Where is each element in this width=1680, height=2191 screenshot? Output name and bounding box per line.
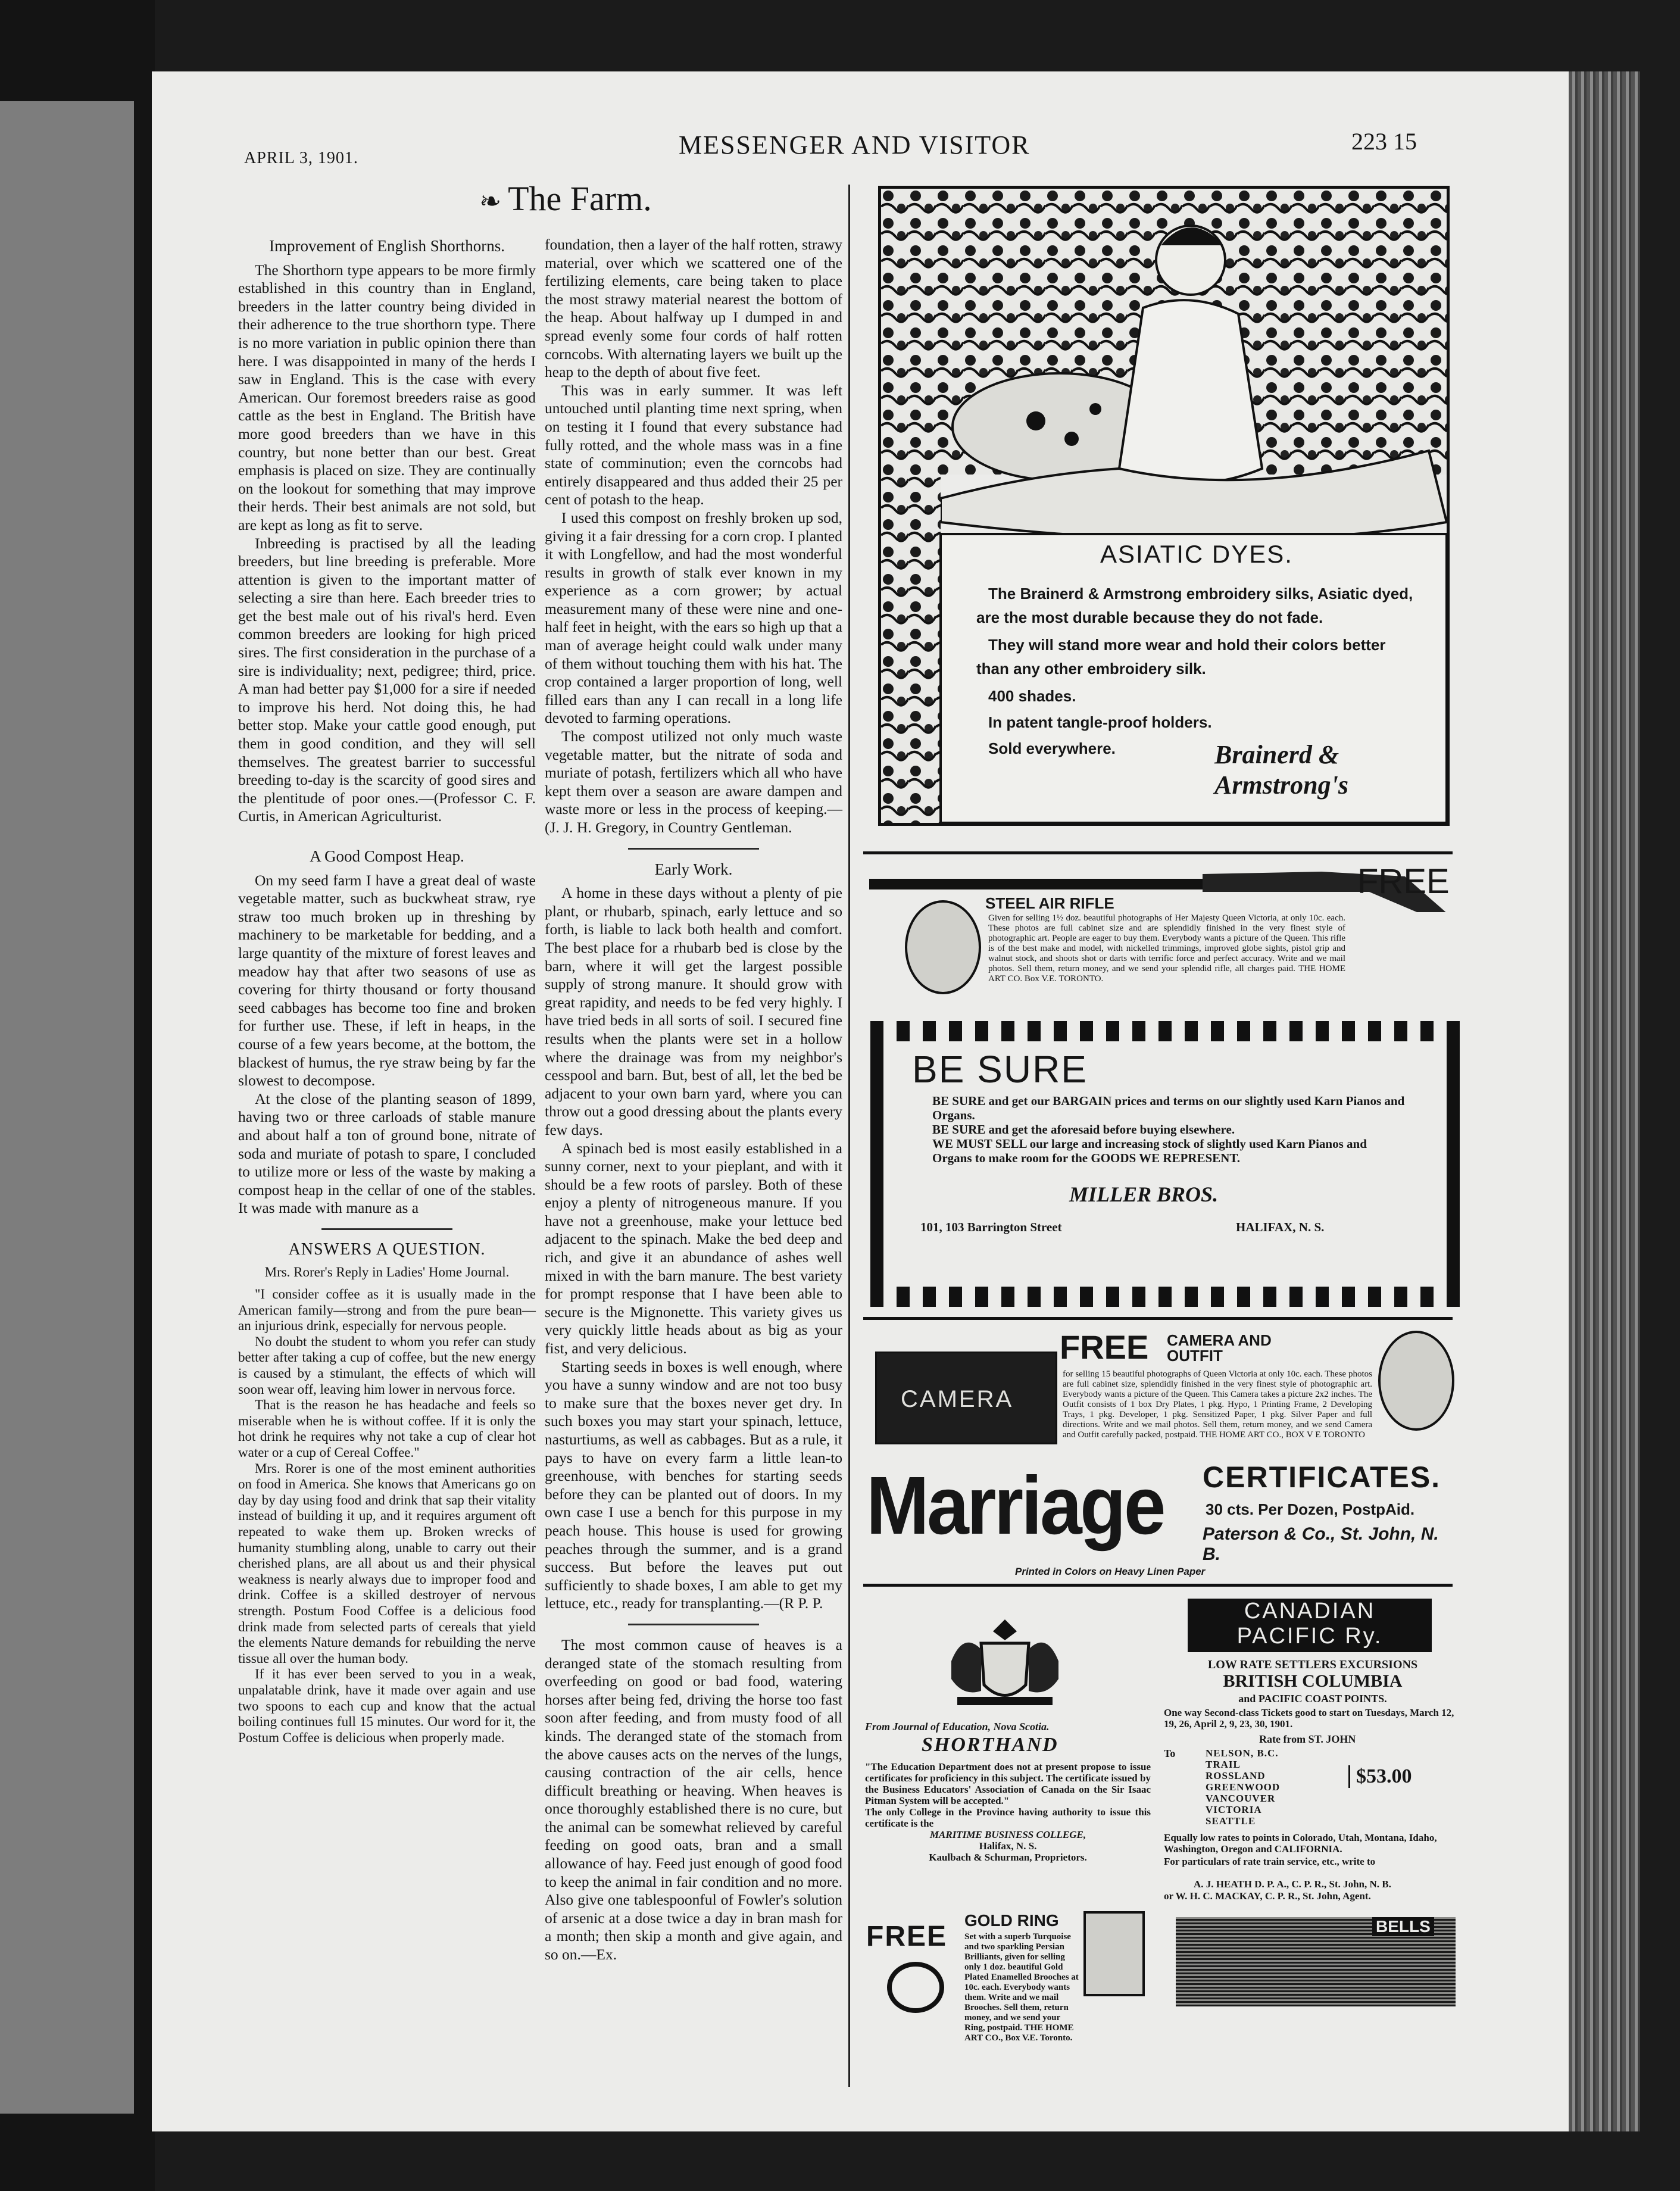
ring-icon: [887, 1962, 944, 2013]
queen-portrait-icon: [1378, 1331, 1454, 1431]
paragraph: I used this compost on freshly broken up sod, giving it a fair dressing for a corn crop. I planted it with Longfellow, and had the most wonderful results in growth of stalk ever known in my experience as a corn grower; by actual measurement many of these were nine and one-half feet in height, with the ears so high up that a man of average height could walk under many of them without touching them with his hat. The crop contained a larger proportion of long, well filled ears than any I can recall in a long life devoted to farming operations.: [545, 508, 842, 727]
ad-gold-ring: [863, 1908, 1155, 2069]
ad-besure-company: MILLER BROS.: [1069, 1182, 1219, 1206]
ad-camera-title: CAMERA AND OUTFIT: [1167, 1331, 1272, 1365]
header-title: MESSENGER AND VISITOR: [679, 130, 1031, 160]
ad-marriage-word: Marriage: [866, 1460, 1164, 1552]
article-title-answers: ANSWERS A QUESTION.: [288, 1240, 486, 1259]
cpr-line6: For particulars of rate train service, etc., write to: [1164, 1856, 1376, 1867]
column-rule-2: [848, 185, 850, 2087]
cpr-line2: BRITISH COLUMBIA: [1223, 1671, 1403, 1691]
cpr-destination: VICTORIA: [1206, 1804, 1262, 1815]
ad-steel-air-rifle: [869, 864, 1459, 1001]
ad-ring-free: FREE: [866, 1921, 948, 1952]
ad-shorthand-city: Halifax, N. S.: [979, 1840, 1037, 1852]
ad-dyes-heading: ASIATIC DYES.: [1100, 540, 1293, 568]
ad-separator: [863, 1584, 1453, 1587]
cpr-logo: [1188, 1599, 1432, 1652]
ad-dyes-line: They will stand more wear and hold their colors better than any other embroidery silk.: [976, 636, 1386, 678]
ad-separator: [863, 851, 1453, 854]
section-title: [441, 179, 691, 219]
ad-shorthand-title: SHORTHAND: [922, 1734, 1058, 1756]
ad-shorthand-source: From Journal of Education, Nova Scotia.: [865, 1721, 1050, 1733]
ad-bells-title: BELLS: [1372, 1917, 1434, 1936]
article-title-compost: A Good Compost Heap.: [310, 847, 464, 865]
header-page-numbers: 223 15: [1351, 128, 1417, 155]
camera-box-icon: [875, 1352, 1057, 1444]
ad-besure-city: HALIFAX, N. S.: [1236, 1220, 1325, 1234]
cpr-destination: SEATTLE: [1206, 1815, 1256, 1827]
cpr-price: $53.00: [1348, 1765, 1412, 1788]
paragraph: This was in early summer. It was left untouched until planting time next spring, when on testing it I found that every substance had fully rotted, and the whole mass was in a fine state of comminution; even the corncobs had entirely disappeared and thus added their 25 per cent of potash to the heap.: [545, 381, 842, 508]
paragraph: No doubt the student to whom you refer can study better after taking a cup of coffee, but the new energy is caused by a stimulant, the effects of which will soon wear off, leaving him lower in nervous force.: [238, 1334, 536, 1397]
divider: [321, 1228, 452, 1230]
divider: [628, 848, 759, 850]
paragraph: A home in these days without a plenty of pie plant, or rhubarb, spinach, early lettuce and so forth, is liable to lack both health and comfort. The best place for a rhubarb bed is close by the barn, where it will get the largest possible supply of strong manure. It should grow with great rapidity, and needs to be fed very highly. I have tried beds in all sorts of soil. I secured fine results when the plants were set in a hollow where the drainage was from my neighbor's cesspool and barn. But, best of all, let the bed be adjacent to your own barn yard, where you can throw out a good dressing about the plants every few days.: [545, 884, 842, 1138]
ad-rifle-title: STEEL AIR RIFLE: [985, 894, 1114, 912]
cpr-agent1: A. J. HEATH D. P. A., C. P. R., St. John, N. B.: [1194, 1878, 1391, 1890]
cpr-destinations: [1206, 1747, 1280, 1827]
article-subtitle-answers: Mrs. Rorer's Reply in Ladies' Home Journal.: [264, 1265, 510, 1280]
cpr-line1: LOW RATE SETTLERS EXCURSIONS: [1207, 1658, 1418, 1671]
ad-dyes-line: In patent tangle-proof holders.: [988, 713, 1212, 731]
ad-separator: [863, 1317, 1453, 1320]
ad-dyes-line: 400 shades.: [988, 687, 1076, 705]
paragraph: The most common cause of heaves is a deranged state of the stomach resulting from overfeeding on good or bad food, watering horses after being fed, driving the horse too fast soon after feeding, and from musty food of all kinds. The deranged state of the stomach from the above causes acts on the nerves of the lungs, causing contraction of the air cells, hence difficult breathing or heaving. When heaves is once thoroughly established there is no cure, but the animal can be somewhat relieved by careful feeding on good oats, bran and a small allowance of hay. Feed just enough of good food to keep the animal in fair condition and no more. Also give one tablespoonful of Fowler's solution of arsenic at a dose twice a day in bran mash for a month; then skip a month and give again, and so on.—Ex.: [545, 1636, 842, 1964]
cpr-line3: and PACIFIC COAST POINTS.: [1238, 1693, 1387, 1705]
ad-camera: [869, 1328, 1459, 1459]
ad-rifle-body: Given for selling 1½ doz. beautiful photographs of Her Majesty Queen Victoria, at only 10c. each. These photos are full cabinet size and are splendidly finished in the very finest style of photographic art. People are eager to buy them. Everybody wants a picture of the Queen. This rifle is of the best make and model, with nickelled trimmings, improved globe sights, pistol grip and walnut stock, and shoots shot or darts with terrific force and perfect accuracy. Write and we mail photos. Sell them, return money, and we send your splendid rifle, all charges paid. THE HOME ART CO. Box V.E. TORONTO.: [988, 913, 1345, 984]
cpr-destination: VANCOUVER: [1206, 1793, 1276, 1804]
paragraph: That is the reason he has headache and feels so miserable when he is without coffee. If it is only the hot drink he requires why not take a cup of clear hot water or a cup of Cereal Coffee.": [238, 1397, 536, 1460]
divider: [628, 1624, 759, 1625]
cpr-destination: ROSSLAND: [1206, 1770, 1266, 1781]
ad-shorthand-body: [865, 1761, 1151, 1863]
header-date: APRIL 3, 1901.: [244, 149, 358, 167]
ad-dyes-signature: Brainerd & Armstrong's: [1214, 740, 1348, 800]
paragraph: foundation, then a layer of the half rotten, strawy material, over which we scattered one of the fertilizing elements, care being taken to place the most strawy material nearest the bottom of the heap. About halfway up I dumped in and spread evenly some four cords of half rotten corncobs. With alternating layers we built up the heap to the depth of about five feet.: [545, 236, 842, 381]
cpr-logo-line2: PACIFIC Ry.: [1236, 1624, 1383, 1649]
ad-shorthand: [862, 1602, 1154, 1899]
ad-dyes-body: [976, 582, 1417, 760]
ad-marriage-price: 30 cts. Per Dozen, PostpAid.: [1206, 1500, 1415, 1518]
ad-besure-body: [932, 1094, 1409, 1165]
ad-marriage-note: Printed in Colors on Heavy Linen Paper: [1015, 1566, 1206, 1577]
article-title-early-work: Early Work.: [654, 860, 733, 878]
article-title-shorthorns: Improvement of English Shorthorns.: [269, 237, 505, 255]
right-page-edges: [1569, 71, 1640, 2131]
cpr-destination: NELSON, B.C.: [1206, 1747, 1279, 1759]
ad-shorthand-authority: The only College in the Province having authority to issue this certificate is the: [865, 1806, 1151, 1829]
coat-of-arms-icon: [928, 1608, 1082, 1715]
queen-portrait-icon: [1083, 1911, 1145, 1996]
cpr-line4: One way Second-class Tickets good to start on Tuesdays, March 12, 19, 26, April 2, 9, 23, 30, 1901.: [1164, 1707, 1454, 1730]
ad-bells: [1176, 1917, 1456, 2006]
paragraph: "I consider coffee as it is usually made in the American family—strong and from the pure bean—an injurious drink, especially for nervous people.: [238, 1287, 536, 1334]
paragraph: Mrs. Rorer is one of the most eminent authorities on food in America. She knows that Americans go on day by day using food and drink that sap their vitality instead of building it up, and it requires argument oft repeated to wake them up. Broken wrecks of humanity stumbling along, unable to carry out their cherished plans, are all about us and their physical weakness is nearly always due to improper food and drink. Coffee is a skilled destroyer of nervous strength. Postum Food Coffee is a delicious food drink made from selected parts of cereals that yield the elements Nature demands for rebuilding the nerve tissue all over the human body.: [238, 1460, 536, 1666]
ad-camera-body: for selling 15 beautiful photographs of Queen Victoria at only 10c. each. These photos are full cabinet size, splendidly finished in the very finest style of photographic art. Everybody wants a picture of the Queen. This Camera takes a picture 2x2 inches. The Outfit consists of 1 box Dry Plates, 1 pkg. Hypo, 1 Printing Frame, 2 Developing Trays, 1 pkg. Developer, 1 pkg. Sensitized Paper, 1 pkg. Silver Paper and full directions. Write and we mail photos. Sell them, return money, and we send Camera and Outfit carefully packed, postpaid. THE HOME ART CO., BOX V E TORONTO: [1063, 1369, 1372, 1440]
ad-be-sure: [870, 1021, 1463, 1307]
ad-besure-title: BE SURE: [912, 1048, 1088, 1091]
paragraph: The Shorthorn type appears to be more firmly established in this country than in England, breeders in the latter country being divided in their adherence to the true shorthorn type. There is no more variation in public opinion there than here. I was disappointed in many of the herds I saw in England. This is the case with every American. Our foremost breeders raise as good cattle as the best in England. The British have more good breeders than we have in this country, but none better than our best. Great emphasis is placed on size. They are continually on the lookout for something that may improve their herds. Their best animals are not sold, but are kept as long as fit to serve.: [238, 261, 536, 533]
ad-besure-line: WE MUST SELL our large and increasing stock of slightly used Karn Pianos and Organs to make room for the GOODS WE REPRESENT.: [932, 1137, 1367, 1165]
ad-rifle-free: FREE: [1357, 862, 1450, 901]
paragraph: If it has ever been served to you in a weak, unpalatable drink, have it made over again and use two spoons to each cup and know that the actual boiling continues full 15 minutes. Our word for it, the Postum Coffee is delicious when properly made.: [238, 1666, 536, 1745]
ad-shorthand-proprietors: Kaulbach & Schurman, Proprietors.: [929, 1852, 1087, 1863]
ad-marriage-certificates: [866, 1453, 1462, 1584]
ad-marriage-publisher: Paterson & Co., St. John, N. B.: [1203, 1524, 1439, 1564]
ad-shorthand-quote: "The Education Department does not at present propose to issue certificates for proficiency in this subject. The certificate issued by the Business Educators' Association of Canada on the Sir Isaac Pitman System will be accepted.": [865, 1761, 1151, 1806]
cpr-line5: Equally low rates to points in Colorado, Utah, Montana, Idaho, Washington, Oregon and CALIFORNIA.: [1164, 1832, 1437, 1855]
column-2: [545, 236, 842, 1964]
queen-portrait-icon: [905, 900, 981, 994]
camera-box-label: CAMERA: [901, 1386, 1014, 1412]
ad-besure-line: BE SURE and get our BARGAIN prices and terms on our slightly used Karn Pianos and Organs.: [932, 1094, 1405, 1122]
cpr-destination: GREENWOOD: [1206, 1781, 1281, 1793]
ad-canadian-pacific: [1158, 1599, 1467, 1908]
paragraph: Inbreeding is practised by all the leading breeders, but line breeding is preferable. More attention is given to the important matter of selecting a sire than here. Each breeder tries to get the best male out of his rival's herd. Even common breeders are looking for high priced sires. The first consideration in the purchase of a sire is individuality; next, pedigree; third, price. A man had better pay $1,000 for a sire if needed to improve his herd. Not doing this, he had better stop. Make your cattle good enough, put them in good condition, and they will sell themselves. The greatest barrier to successful breeding to-day is the scarcity of good sires and the plentitude of poor ones.—(Professor C. F. Curtis, in American Agriculturist.: [238, 534, 536, 825]
ad-asiatic-dyes: [878, 186, 1450, 826]
article-body-answers: [238, 1287, 536, 1746]
ad-dyes-line: The Brainerd & Armstrong embroidery silks, Asiatic dyed, are the most durable because they do not fade.: [976, 585, 1413, 626]
cpr-rate-from: Rate from ST. JOHN: [1259, 1733, 1356, 1745]
ad-besure-line: BE SURE and get the aforesaid before buying elsewhere.: [932, 1122, 1235, 1137]
ad-ring-title: GOLD RING: [964, 1911, 1059, 1930]
paragraph: A spinach bed is most easily established in a sunny corner, next to your pieplant, and with it should be a few roots of parsley. Both of these enjoy a plenty of nitrogeneous manure. If you have not a greenhouse, make your lettuce bed adjacent to the spinach. Make the bed deep and rich, and give it an abundance of ashes well mixed in with the barn manure. The best variety for prompt response that I have been able to secure is the Mignonette. This variety gives us very quickly little heads about as big as your fist, and very delicious.: [545, 1139, 842, 1357]
paragraph: At the close of the planting season of 1899, having two or three carloads of stable manure and about half a ton of ground bone, nitrate of soda and muriate of potash to spare, I concluded to utilize more or less of the waste by making a compost heap in the cellar of one of the stables. It was made with manure as a: [238, 1090, 536, 1217]
leaf-ornament-icon: ❧: [479, 187, 508, 216]
ad-besure-address: 101, 103 Barrington Street: [920, 1220, 1062, 1234]
ad-ring-body: Set with a superb Turquoise and two sparkling Persian Brilliants, given for selling only 1 doz. beautiful Gold Plated Enamelled Brooches at 10c. each. Everybody wants them. Write and we mail Brooches. Sell them, return money, and we send your Ring, postpaid. THE HOME ART CO., Box V.E. Toronto.: [964, 1932, 1079, 2043]
column-1: [238, 233, 536, 1746]
ad-shorthand-college: MARITIME BUSINESS COLLEGE,: [929, 1829, 1086, 1840]
left-page-edge: [0, 101, 134, 2114]
cpr-agent2: or W. H. C. MACKAY, C. P. R., St. John, Agent.: [1164, 1890, 1371, 1902]
cpr-destination: TRAIL: [1206, 1759, 1241, 1770]
cpr-to: To: [1164, 1747, 1176, 1759]
paragraph: The compost utilized not only much waste vegetable matter, but the nitrate of soda and muriate of potash, fertilizers which all who have kept them over a season are aware dampen and waste more or less in the process of keeping.—(J. J. H. Gregory, in Country Gentleman.: [545, 728, 842, 836]
paragraph: Starting seeds in boxes is well enough, where you have a sunny window and are not too busy to make sure that the boxes never get dry. In such boxes you may start your spinach, lettuce, nasturtiums, as well as cabbages. But as a rule, it pays to have on every farm a little lean-to greenhouse, with benches for starting seeds before they can be planted out of doors. In my own case I use a bench for this purpose in my peach house. This house is used for growing peaches through the summer, and is a grand success. But before the leaves put out sufficiently to shade boxes, I am able to get my lettuce, etc., ready for transplanting.—(R P. P.: [545, 1357, 842, 1612]
ad-camera-free: FREE: [1060, 1328, 1149, 1366]
cpr-logo-line1: CANADIAN: [1244, 1599, 1376, 1624]
ad-dyes-line: Sold everywhere.: [988, 739, 1116, 757]
paragraph: On my seed farm I have a great deal of waste vegetable matter, such as buckwheat straw, rye straw too much broken up in threshing by machinery to be marketable for bedding, and a large quantity of the mixture of forest leaves and meadow hay that after two seasons of use as covering for thirty thousand or forty thousand seed cabbages has become too fine and broken for further use. These, if left in heaps, in the course of a few years become, at the bottom, the blackest of humus, the rye straw being by far the slowest to decompose.: [238, 871, 536, 1090]
section-title-text: The Farm.: [508, 179, 652, 218]
ad-marriage-certificates-title: CERTIFICATES.: [1203, 1460, 1441, 1494]
